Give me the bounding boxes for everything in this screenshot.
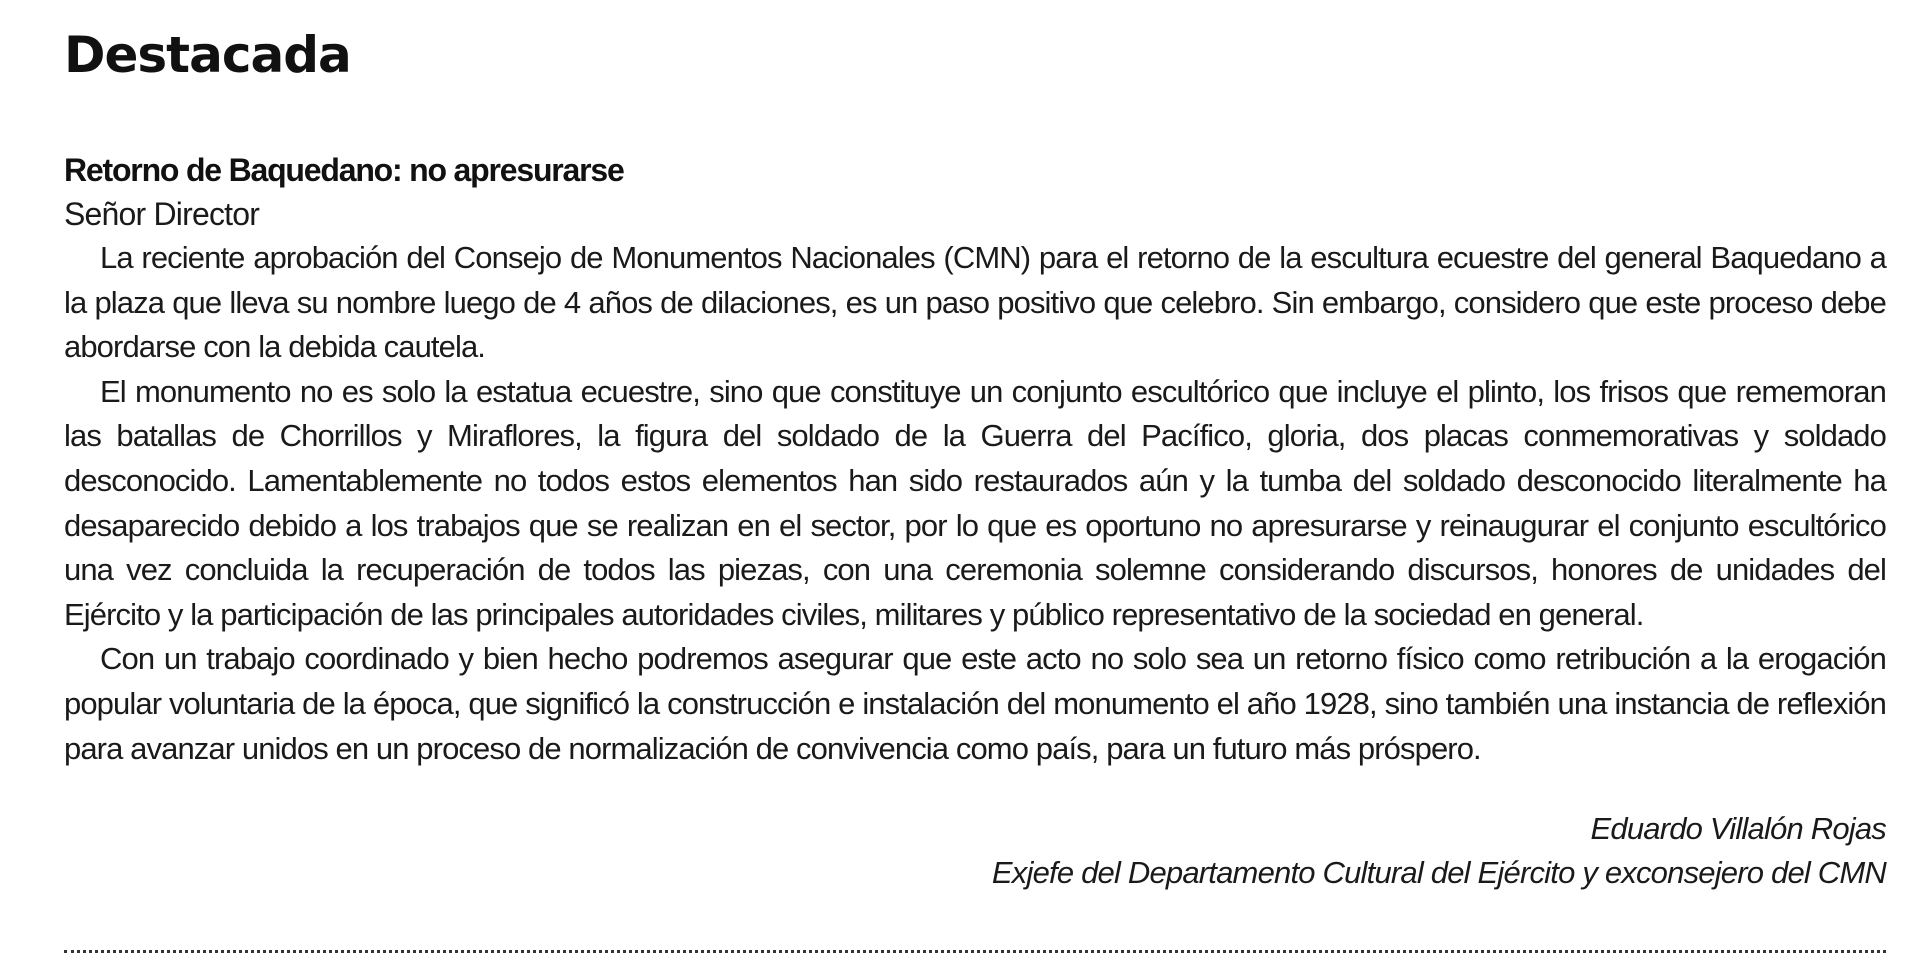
- letter-to-editor: [64, 148, 1886, 895]
- letter-title: Retorno de Baquedano: no apresurarse: [64, 152, 624, 188]
- author-name: Eduardo Villalón Rojas: [1590, 811, 1886, 847]
- dotted-divider: [64, 950, 1886, 953]
- letter-paragraph-2: El monumento no es solo la estatua ecuestre, sino que constituye un conjunto escultórico que incluye el plinto, los frisos que rememoran las batallas de Chorrillos y Miraflores, la figura del soldado de la Guerra del Pacífico, gloria, dos placas conmemorativas y soldado desconocido. Lamentablemente no todos estos elementos han sido restaurados aún y la tumba del soldado desconocido literalmente ha desaparecido debido a los trabajos que se realizan en el sector, por lo que es oportuno no apresurarse y reinaugurar el conjunto escultórico una vez concluida la recuperación de todos las piezas, con una ceremonia solemne considerando discursos, honores de unidades del Ejército y la participación de las principales autoridades civiles, militares y público representativo de la sociedad en general.: [64, 373, 1886, 632]
- letter-paragraph-1: La reciente aprobación del Consejo de Monumentos Nacionales (CMN) para el retorno de la escultura ecuestre del general Baquedano a la plaza que lleva su nombre luego de 4 años de dilaciones, es un paso positivo que celebro. Sin embargo, considero que este proceso debe abordarse con la debida cautela.: [64, 240, 1886, 365]
- signature-block: [64, 807, 1886, 895]
- letter-paragraph-3: Con un trabajo coordinado y bien hecho podremos asegurar que este acto no solo sea un retorno físico como retribución a la erogación popular voluntaria de la época, que significó la construcción e instalación del monumento el año 1928, sino también una instancia de reflexión para avanzar unidos en un proceso de normalización de convivencia como país, para un futuro más próspero.: [64, 641, 1886, 766]
- section-title: Destacada: [64, 26, 351, 84]
- salutation: Señor Director: [64, 196, 260, 232]
- author-title: Exjefe del Departamento Cultural del Ejército y exconsejero del CMN: [991, 855, 1886, 891]
